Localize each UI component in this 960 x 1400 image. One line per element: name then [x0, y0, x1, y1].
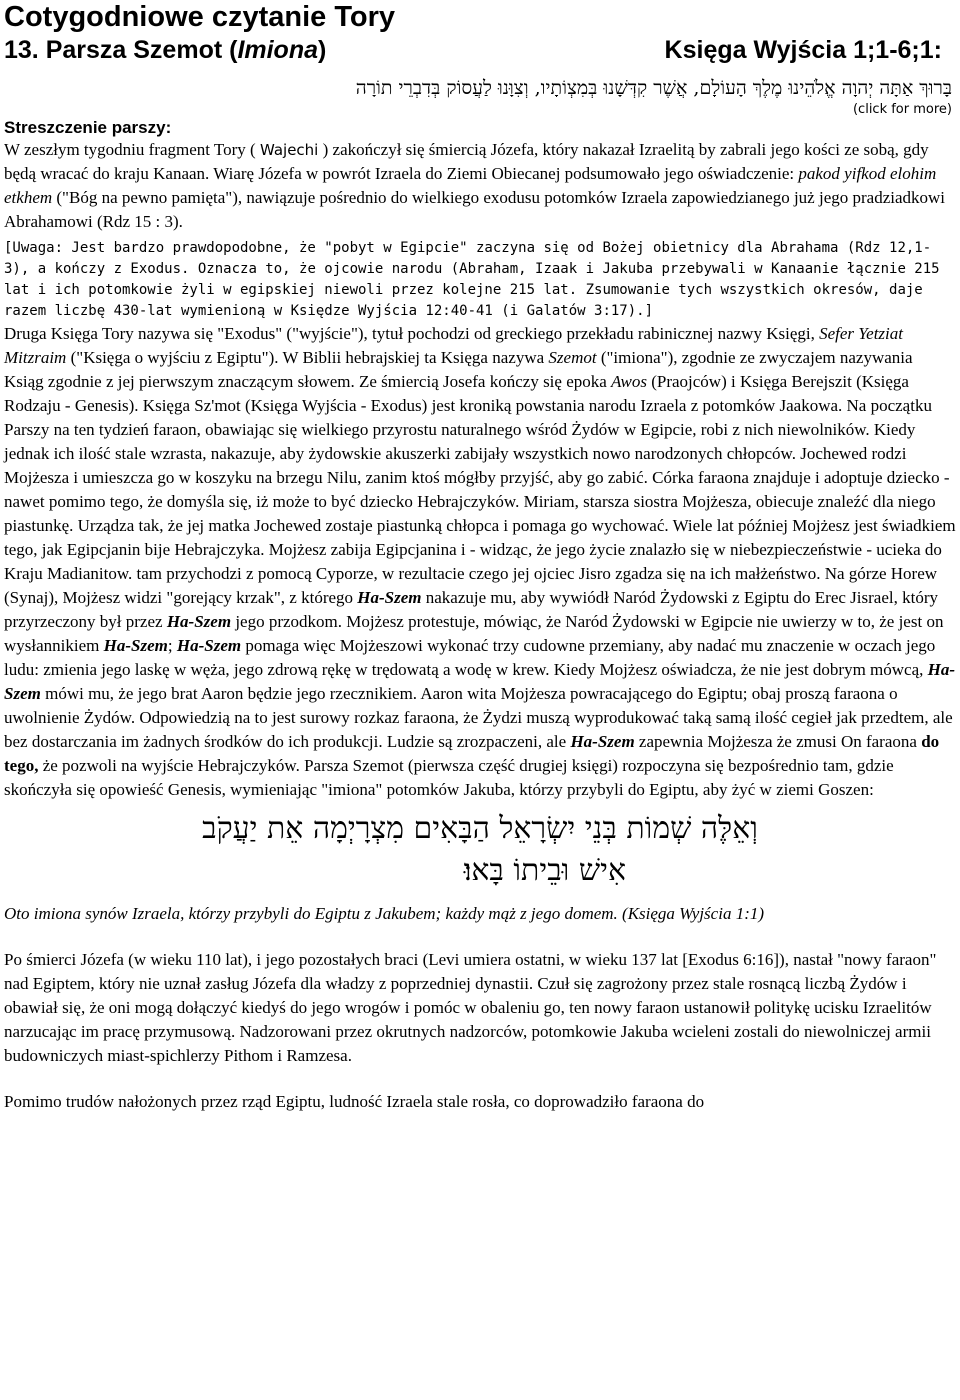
parsha-subtitle: [4, 34, 956, 66]
book-reference: Księga Wyjścia 1;1-6;1:: [664, 36, 942, 64]
note-paragraph: [Uwaga: Jest bardzo prawdopodobne, że "pobyt w Egipcie" zaczyna się od Bożej obietnicy dla Abrahama (Rdz 12,1-3), a kończy z Exodus. Oznacza to, że ojcowie narodu (Abraham, Izaak i Jakuba przebywali w Kanaanie łącznie 215 lat i ich potomkowie żyli w egipskiej niewoli przez kolejne 215 lat. Zsumowanie tych wszystkich okresów, daje razem liczbę 430-lat wymienioną w Księdze Wyjścia 12:40-41 (i Galatów 3:17).]: [4, 240, 940, 319]
hebrew-verse-line-2: אִישׁ וּבֵיתוֹ בָּאוּ׃: [463, 853, 626, 888]
after-paragraph-1: Po śmierci Józefa (w wieku 110 lat), i jego pozostałych braci (Levi umiera ostatni, w wieku 137 lat [Exodus 6:16]), nastał "nowy faraon" nad Egiptem, który nie uznał zasług Józefa dla władzy z poprzedniej dynastii. Czuł się zagrożony przez stale rosnącą liczbą Żydów i obawiał się, że oni mogą dołączyć kiedyś do jego wrogów i pomóc w obaleniu go, ten nowy faraon ustanowił politykę ucisku Izraelitów narzucając im pracę przymusową. Nadzorowani przez okrutnych nadzorców, potomkowie Jakuba wcieleni zostali do niewolniczej armii budowniczych miast-spichlerzy Pithom i Ramzesa.: [4, 950, 937, 1065]
summary-paragraph-2: Druga Księga Tory nazywa się "Exodus" ("wyjście"), tytuł pochodzi od greckiego przekładu rabinicznej nazwy Księgi, Sefer Yetziat Mitzraim ("Księga o wyjściu z Egiptu"). W Biblii hebrajskiej ta Księga nazywa Szemot ("imiona"), zgodnie ze zwyczajem nazywania Ksiąg zgodnie z jej pierwszym znaczącym słowem. Ze śmiercią Josefa kończy się epoka Awos (Praojców) i Księga Berejszit (Księga Rodzaju - Genesis). Księga Sz'mot (Księga Wyjścia - Exodus) jest kroniką powstania narodu Izraela z potomków Jaakowa. Na początku Parszy na ten tydzień faraon, obawiając się wielkiego przyrostu naturalnego wśród Żydów w Egipcie, robi z nich niewolników. Kiedy jednak ich ilość stale wzrasta, nakazuje, aby żydowskie akuszerki zabijały wszystkich nowo narodzonych chłopców. Jochewed rodzi Mojżesza i umieszcza go w koszyku na brzegu Nilu, zanim ktoś mógłby przyjść, aby go zabić. Córka faraona znajduje i adoptuje dziecko - nawet pomimo tego, że domyśla się, iż może to być dziecko Hebrajczyków. Miriam, starsza siostra Mojżesza, obiecuje znaleźć dla niego piastunkę. Urządza tak, że jej matka Jochewed zostaje piastunką chłopca i pomaga go wychować. Wiele lat później Mojżesz jest świadkiem tego, jak Egipcjanin bije Hebrajczyka. Mojżesz zabija Egipcjanina i - widząc, że jego życie znalazło się w niebezpieczeństwie - ucieka do Kraju Madianitow. tam przychodzi z pomocą Cyporze, w rezultacie czego jej ojciec Jisro zgadza się na ich małżeństwo. Na górze Horew (Synaj), Mojżesz widzi "gorejący krzak", z którego Ha-Szem nakazuje mu, aby wywiódł Naród Żydowski z Egiptu do Erec Jisrael, który przyrzeczony był przez Ha-Szem jego przodkom. Mojżesz protestuje, mówiąc, że Naród Żydowski w Egipcie nie uwierzy w to, że jest on wysłannikiem Ha-Szem; Ha-Szem pomaga więc Mojżeszowi wykonać trzy cudowne przemiany, aby nadać mu znaczenie w oczach jego ludu: zmienia jego laskę w węża, jego zdrową rękę w trędowatą a wodę w krew. Kiedy Mojżesz oświadcza, że nie jest dobrym mówcą, Ha-Szem mówi mu, że jego brat Aaron będzie jego rzecznikiem. Aaron wita Mojżesza powracającego do Egiptu; obaj proszą faraona o uwolnienie Żydów. Odpowiedzią na to jest surowy rozkaz faraona, że Żydzi muszą wyprodukować taką samą ilość cegieł jak przedtem, ale bez dostarczania im żadnych środków do ich produkcji. Ludzie są zrozpaczeni, ale Ha-Szem zapewnia Mojżesza że zmusi On faraona do tego, że pozwoli na wyjście Hebrajczyków. Parsza Szemot (pierwsza część drugiej księgi) rozpoczyna się bezpośrednio tam, gdzie skończyła się opowieść Genesis, wymieniając "imiona" potomków Jakuba, którzy przybyli do Egiptu, aby żyć w ziemi Goszen:: [4, 324, 956, 799]
click-for-more-link[interactable]: (click for more): [852, 102, 952, 117]
page-title: Cotygodniowe czytanie Tory: [4, 1, 396, 33]
verse-translation: Oto imiona synów Izraela, którzy przybyli do Egiptu z Jakubem; każdy mąż z jego domem. (Księga Wyjścia 1:1): [4, 904, 765, 923]
hebrew-verse-exodus-1-1: [4, 808, 956, 892]
torah-blessing-hebrew: בָּרוּךְ אַתָּה יְהוָה אֱלֹהֵינוּ מֶלֶךְ הָעוֹלָם, אֲשֶׁר קִדְּשָׁנוּ בְּמִצְוֹתָיו, וְצִוָּנוּ לַעֲסוֹק בְּדִבְרֵי תוֹרָה: [355, 77, 952, 99]
wajechi-link[interactable]: Wajechi: [259, 141, 319, 159]
summary-paragraph-1: W zeszłym tygodniu fragment Tory ( Wajechi ) zakończył się śmiercią Józefa, który nakazał Izraelitą by zabrali jego kości ze sobą, gdy będą wracać do kraju Kanaan. Wiarę Józefa w powrót Izraela do Ziemi Obiecanej podsumowało jego oświadczenie: pakod yifkod elohim etkhem ("Bóg na pewno pamięta"), nawiązuje pośrednio do wielkiego exodusu potomków Izraela zapowiedzianego już jego pradziadkowi Abrahamowi (Rdz 15 : 3).: [4, 140, 946, 231]
after-paragraph-2: Pomimo trudów nałożonych przez rząd Egiptu, ludność Izraela stale rosła, co doprowadziło faraona do: [4, 1092, 705, 1111]
summary-body: [4, 138, 956, 802]
parsha-name: 13. Parsza Szemot (Imiona): [4, 36, 327, 64]
summary-heading: Streszczenie parszy:: [4, 118, 172, 137]
hebrew-verse-line-1: וְאֵלֶּה שְׁמוֹת בְּנֵי יִשְׂרָאֵל הַבָּאִים מִצְרָיְמָה אֵת יַעֲקֹב: [202, 811, 758, 846]
